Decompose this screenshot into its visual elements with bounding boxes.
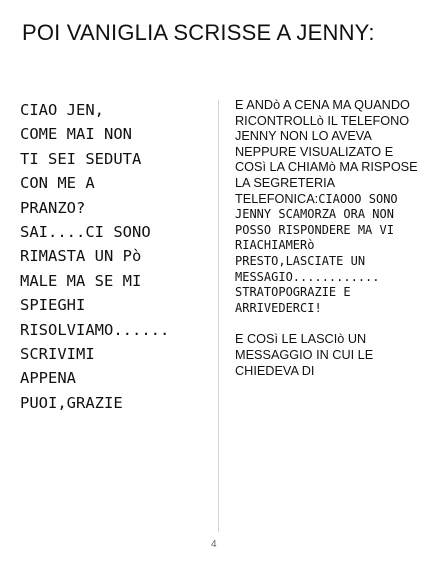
narrative-closing: E COSì LE LASCIò UN MESSAGGIO IN CUI LE CHIEDEVA DI (235, 332, 374, 378)
page-number: 4 (211, 539, 217, 550)
page-title: POI VANIGLIA SCRISSE A JENNY: (22, 20, 375, 45)
chat-message-text: CIAO JEN, COME MAI NON TI SEI SEDUTA CON ME A PRANZO? SAI....CI SONO RIMASTA UN Pò MALE MA SE MI SPIEGHI RISOLVIAMO...... SCRIVIMI APPENA PUOI,GRAZIE (20, 101, 170, 412)
narrative-column (235, 98, 420, 379)
voicemail-text: CIAOOO SONO JENNY SCAMORZA ORA NON POSSO RISPONDERE MA VI RIACHIAMERò PRESTO,LASCIATE UN MESSAGIO............ STRATOPOGRAZIE E ARRIVEDERCI! (235, 191, 398, 315)
column-divider (218, 100, 219, 532)
narrative-paragraph (235, 98, 420, 316)
narrative-intro: E ANDò A CENA MA QUANDO RICONTROLLò IL TELEFONO JENNY NON LO AVEVA NEPPURE VISUALIZATO E COSì LA CHIAMò MA RISPOSE LA SEGRETERIA TELEFONICA: (235, 98, 418, 206)
